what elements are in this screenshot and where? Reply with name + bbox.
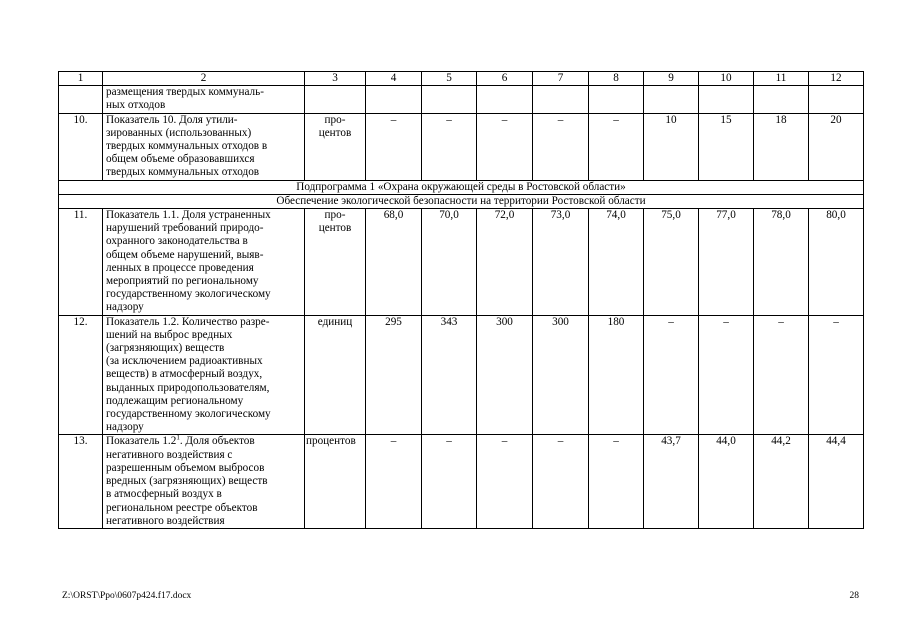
value-cell: 300	[533, 315, 589, 435]
value-cell: 78,0	[754, 209, 809, 316]
value-cell: –	[699, 315, 754, 435]
header-cell: 3	[305, 72, 366, 86]
section-row	[59, 180, 864, 194]
value-cell: 180	[589, 315, 644, 435]
header-cell: 6	[477, 72, 533, 86]
table-row	[59, 86, 864, 113]
value-cell: 15	[699, 113, 754, 180]
row-number: 10.	[59, 113, 103, 180]
table-row	[59, 113, 864, 180]
header-cell: 5	[422, 72, 477, 86]
value-cell: –	[533, 113, 589, 180]
value-cell: 75,0	[644, 209, 699, 316]
unit-cell: процентов	[305, 435, 366, 528]
value-cell: 73,0	[533, 209, 589, 316]
unit-cell: единиц	[305, 315, 366, 435]
header-cell: 9	[644, 72, 699, 86]
value-cell	[699, 86, 754, 113]
value-cell: 343	[422, 315, 477, 435]
value-cell	[809, 86, 864, 113]
value-cell	[477, 86, 533, 113]
header-cell: 4	[366, 72, 422, 86]
value-cell: 43,7	[644, 435, 699, 528]
indicator-name: Показатель 10. Доля утили- зированных (использованных) твердых коммунальных отходов в общем объеме образовавшихся твердых коммунальных отходов	[103, 113, 305, 180]
value-cell	[589, 86, 644, 113]
indicators-table	[58, 71, 864, 529]
header-cell: 2	[103, 72, 305, 86]
subprogram-title: Подпрограмма 1 «Охрана окружающей среды в Ростовской области»	[59, 180, 864, 194]
indicator-name-prefix: Показатель 1.2	[106, 435, 177, 448]
unit-cell: про- центов	[305, 209, 366, 316]
header-cell: 10	[699, 72, 754, 86]
value-cell: 300	[477, 315, 533, 435]
value-cell: 68,0	[366, 209, 422, 316]
header-cell: 1	[59, 72, 103, 86]
value-cell: 72,0	[477, 209, 533, 316]
table-row	[59, 209, 864, 316]
value-cell: –	[644, 315, 699, 435]
header-row	[59, 72, 864, 86]
indicator-name: размещения твердых коммуналь- ных отходов	[103, 86, 305, 113]
value-cell	[533, 86, 589, 113]
value-cell: 44,2	[754, 435, 809, 528]
value-cell: 77,0	[699, 209, 754, 316]
value-cell	[754, 86, 809, 113]
value-cell	[422, 86, 477, 113]
value-cell: –	[366, 113, 422, 180]
value-cell: 18	[754, 113, 809, 180]
indicator-name-rest: . Доля объектов негативного воздействия с разрешенным объемом выбросов вредных (загрязняющих) веществ в атмосферный воздух в региональном реестре объектов негативного воздействия	[106, 435, 268, 527]
unit-cell: про- центов	[305, 113, 366, 180]
value-cell: 20	[809, 113, 864, 180]
value-cell: –	[754, 315, 809, 435]
row-number: 13.	[59, 435, 103, 528]
unit-cell	[305, 86, 366, 113]
header-cell: 11	[754, 72, 809, 86]
row-number: 11.	[59, 209, 103, 316]
value-cell: –	[809, 315, 864, 435]
header-cell: 8	[589, 72, 644, 86]
value-cell: –	[477, 113, 533, 180]
table-row	[59, 315, 864, 435]
value-cell: –	[589, 435, 644, 528]
value-cell: 295	[366, 315, 422, 435]
header-cell: 7	[533, 72, 589, 86]
value-cell: 10	[644, 113, 699, 180]
page-number: 28	[849, 591, 859, 601]
row-number	[59, 86, 103, 113]
header-cell: 12	[809, 72, 864, 86]
section-row	[59, 194, 864, 208]
value-cell: 70,0	[422, 209, 477, 316]
file-path-footer: Z:\ORST\Ppo\0607p424.f17.docx	[62, 591, 192, 601]
table-row	[59, 435, 864, 528]
section-title: Обеспечение экологической безопасности на территории Ростовской области	[59, 194, 864, 208]
value-cell	[644, 86, 699, 113]
value-cell: 74,0	[589, 209, 644, 316]
value-cell: –	[477, 435, 533, 528]
indicator-name	[103, 435, 305, 528]
value-cell: 44,4	[809, 435, 864, 528]
footnote-superscript: 1	[176, 434, 180, 442]
indicator-name: Показатель 1.2. Количество разре- шений на выброс вредных (загрязняющих) веществ (за исключением радиоактивных веществ) в атмосферный воздух, выданных природопользователям, подлежащим региональному государственному экологическому надзору	[103, 315, 305, 435]
indicator-name: Показатель 1.1. Доля устраненных нарушений требований природо- охранного законодательства в общем объеме нарушений, выяв- ленных в процессе проведения мероприятий по региональному государственному экологическому надзору	[103, 209, 305, 316]
value-cell: –	[422, 113, 477, 180]
value-cell: –	[533, 435, 589, 528]
value-cell: –	[366, 435, 422, 528]
value-cell: –	[589, 113, 644, 180]
value-cell: 80,0	[809, 209, 864, 316]
value-cell: 44,0	[699, 435, 754, 528]
value-cell	[366, 86, 422, 113]
value-cell: –	[422, 435, 477, 528]
row-number: 12.	[59, 315, 103, 435]
